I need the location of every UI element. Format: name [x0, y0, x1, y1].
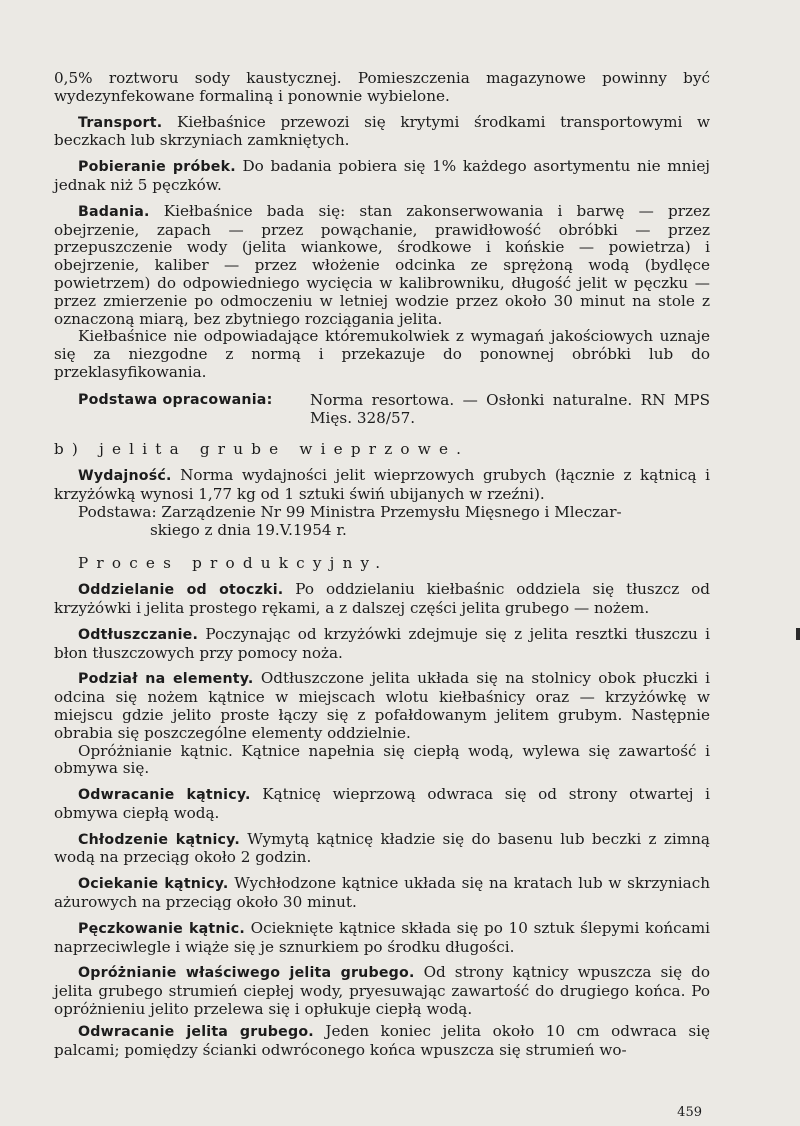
paragraph-badania: [54, 203, 710, 329]
paragraph-podstawa-line1: Podstawa: Zarządzenie Nr 99 Ministra Przemysłu Mięsnego i Mleczar-: [78, 502, 622, 521]
paragraph-intro: 0,5% roztworu sody kaustycznej. Pomieszczenia magazynowe powinny być wydezynfekowane formaliną i ponownie wybielone.: [54, 69, 710, 105]
text-odwracanie-katnicy: Kątnicę wieprzową odwraca się od strony otwartej i obmywa ciepłą wodą.: [54, 785, 710, 822]
text-podzial: Odtłuszczone jelita układa się na stolnicy obok płuczki i odcina się nożem kątnice w miejscach wlotu kiełbaśnicy oraz — krzyżówkę w miejscu gdzie jelito proste łączy się z pofałdowanym jelitem grubym. Następnie obrabia się poszczególne elementy oddzielnie.: [54, 669, 710, 742]
document-body: [54, 70, 710, 1059]
heading-badania: Badania.: [78, 203, 150, 220]
text-wydajnosc: Norma wydajności jelit wieprzowych grubych (łącznie z kątnicą i krzyżówką wynosi 1,77 kg od 1 sztuki świń ubijanych w rzeźni).: [54, 466, 710, 503]
text-oddzielanie: Po oddzielaniu kiełbaśnic oddziela się tłuszcz od krzyżówki i jelita prostego rękami, a z dalszej części jelita grubego — nożem.: [54, 580, 710, 617]
paragraph-probki: [54, 158, 710, 195]
paragraph-chlodzenie: [54, 831, 710, 868]
paragraph-odwracanie-katnicy: [54, 786, 710, 823]
label-podstawa-opracowania: Podstawa opracowania:: [78, 391, 273, 408]
paragraph-wydajnosc: [54, 467, 710, 504]
text-badania: Kiełbaśnice bada się: stan zakonserwowania i barwę — przez obejrzenie, zapach — przez powąchanie, prawidłowość obróbki — przez przepuszczenie wody (jelita wiankowe, środkowe i końskie — powietrza) i obejrzenie, kaliber — przez włożenie odcinka ze sprężoną wodą (bydlęce powietrzem) do odpowiedniego wycięcia w kalibrowniku, długość jelit w pęczku — przez zmierzenie po odmoczeniu w letniej wodzie przez około 30 minut na stole z oznaczoną miarą, bez zbytniego rozciągania jelita.: [54, 201, 710, 328]
page-number: 459: [677, 1105, 702, 1120]
paragraph-oproznianie-katnic: Opróżnianie kątnic. Kątnice napełnia się ciepłą wodą, wylewa się zawartość i obmywa się.: [54, 741, 710, 778]
paragraph-niezgodne: Kiełbaśnice nie odpowiadające któremukolwiek z wymagań jakościowych uznaje się za niezgodne z normą i przekazuje do ponownej obróbki lub do przeklasyfikowania.: [54, 327, 710, 381]
text-odtluszczanie: Poczynając od krzyżówki zdejmuje się z jelita resztki tłuszczu i błon tłuszczowych przy pomocy noża.: [54, 624, 710, 662]
text-probki: Do badania pobiera się 1% każdego asortymentu nie mniej jednak niż 5 pęczków.: [54, 157, 711, 194]
heading-oproznianie-jelita: Opróżnianie właściwego jelita grubego.: [78, 965, 415, 982]
source-block-podstawa-opracowania: [54, 392, 710, 428]
page-edge-mark: [796, 628, 800, 640]
heading-peczkowanie: Pęczkowanie kątnic.: [78, 920, 245, 937]
heading-transport: Transport.: [78, 114, 163, 131]
paragraph-ociekanie: [54, 875, 710, 912]
heading-odwracanie-katnicy: Odwracanie kątnicy.: [78, 787, 251, 804]
paragraph-podzial: [54, 670, 710, 742]
heading-wydajnosc: Wydajność.: [78, 468, 172, 485]
heading-probki: Pobieranie próbek.: [78, 159, 236, 176]
paragraph-podstawa-line2: skiego z dnia 19.V.1954 r.: [150, 520, 347, 539]
heading-oddzielanie: Oddzielanie od otoczki.: [78, 582, 284, 599]
paragraph-peczkowanie: [54, 920, 710, 957]
text-chlodzenie: Wymytą kątnicę kładzie się do basenu lub beczki z zimną wodą na przeciąg około 2 godzin.: [54, 829, 710, 867]
section-heading-b: b) jelita grube wieprzowe.: [54, 440, 470, 459]
heading-podzial: Podział na elementy.: [78, 671, 254, 688]
paragraph-oproznianie-jelita: [54, 964, 710, 1018]
text-oproznianie-jelita: Od strony kątnicy wpuszcza się do jelita grubego strumień ciepłej wody, pryesuwając zawartość do drugiego końca. Po opróżnieniu jelito przelewa się i opłukuje ciepłą wodą.: [54, 963, 710, 1019]
heading-chlodzenie: Chłodzenie kątnicy.: [78, 831, 240, 848]
heading-odtluszczanie: Odtłuszczanie.: [78, 626, 199, 643]
paragraph-oddzielanie: [54, 581, 710, 618]
heading-ociekanie: Ociekanie kątnicy.: [78, 876, 229, 893]
heading-odwracanie-jelita: Odwracanie jelita grubego.: [78, 1023, 314, 1040]
text-peczkowanie: Ocieknięte kątnice składa się po 10 sztuk ślepymi końcami naprzeciwlegle i wiąże się je sznurkiem po środku długości.: [54, 918, 710, 956]
text-ociekanie: Wychłodzone kątnice układa się na kratach lub w skrzyniach ażurowych na przeciąg około 30 minut.: [54, 874, 710, 912]
section-heading-proces: Proces produkcyjny.: [78, 554, 389, 573]
paragraph-odtluszczanie: [54, 626, 710, 663]
paragraph-transport: [54, 114, 710, 151]
paragraph-odwracanie-jelita: [54, 1023, 710, 1060]
text-podstawa-opracowania: Norma resortowa. — Osłonki naturalne. RN MPS Mięs. 328/57.: [310, 390, 710, 427]
text-odwracanie-jelita: Jeden koniec jelita około 10 cm odwraca się palcami; pomiędzy ścianki odwróconego końca wpuszcza się strumień wo-: [54, 1021, 710, 1059]
text-transport: Kiełbaśnice przewozi się krytymi środkami transportowymi w beczkach lub skrzyniach zamkniętych.: [54, 112, 710, 150]
